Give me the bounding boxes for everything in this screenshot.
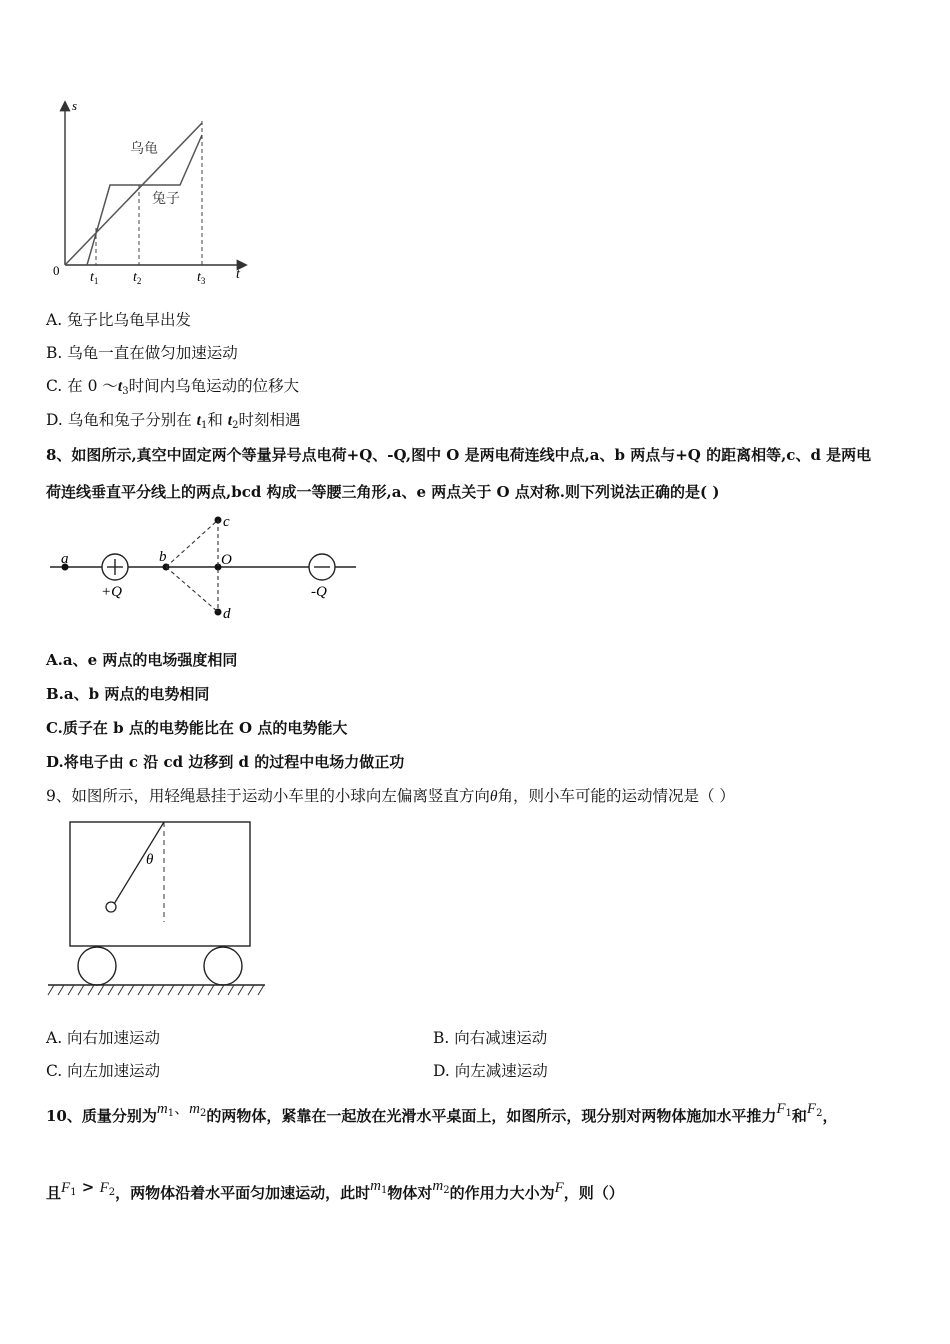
label-c: c [223,514,230,530]
cart-figure [45,818,270,998]
rabbit-label: 兔子 [152,191,180,207]
ground-hatch [48,985,264,995]
t1-label: $t_1$ [90,270,99,286]
q9-option-c: C. 向左加速运动 [46,1062,161,1080]
axis-t-label: t [236,267,240,282]
q10-stem-line2: 且$F^1 > F^2$，两物体沿着水平面匀加速运动，此时$m^1$物体对$m^2$的作用力大小为F，则（） [46,1178,624,1202]
left-wheel [78,947,116,985]
axis-s-label: s [72,98,78,113]
cart-body [70,822,250,946]
bd-dashed [166,567,218,612]
q8-option-c: C.质子在 b 点的电势能比在 O 点的电势能大 [46,719,348,737]
label-d: d [223,606,231,622]
st-graph [40,95,270,290]
t2-label: $t_2$ [133,270,142,286]
q7-option-a: A. 兔子比乌龟早出发 [46,311,192,329]
charges-figure [48,510,368,625]
q8-stem-line1: 8、如图所示,真空中固定两个等量异号点电荷+Q、-Q,图中 O 是两电荷连线中点,a、b 两点与+Q 的距离相等,c、d 是两电 [46,446,872,464]
label-b: b [159,549,167,565]
q7-option-c: C. 在 0 $\sim t_3$时间内乌龟运动的位移大 [46,377,300,397]
q10-stem-line1: 10、质量分别为$m^1$、$m^2$的两物体，紧靠在一起放在光滑水平桌面上，如图所示，现分别对两物体施加水平推力$F^1$和$F^2$， [46,1099,838,1125]
label-a: a [61,551,69,567]
q7-option-d: D. 乌龟和兔子分别在 $t_1$和 $t_2$时刻相遇 [46,411,301,431]
t3-label: $t_3$ [197,270,206,286]
label-plus-q: +Q [101,584,122,600]
q8-stem-line2: 荷连线垂直平分线上的两点,bcd 构成一等腰三角形,a、e 两点关于 O 点对称.则下列说法正确的是( ) [46,483,720,501]
q8-option-b: B.a、b 两点的电势相同 [46,685,210,703]
q9-stem: 9、如图所示，用轻绳悬挂于运动小车里的小球向左偏离竖直方向θ角，则小车可能的运动情况是（ ） [46,787,735,805]
right-wheel [204,947,242,985]
ball [106,902,116,912]
minus-charge [309,554,335,580]
plus-charge [102,554,128,580]
q9-option-d: D. 向左减速运动 [433,1062,548,1080]
q8-option-a: A.a、e 两点的电场强度相同 [46,651,238,669]
label-minus-q: -Q [311,584,327,600]
q9-option-b: B. 向右减速运动 [433,1029,548,1047]
q7-option-b: B. 乌龟一直在做匀加速运动 [46,344,238,362]
bc-dashed [166,520,218,567]
q9-option-a: A. 向右加速运动 [46,1029,161,1047]
label-o: O [221,552,232,568]
theta-label: θ [146,852,154,868]
q8-option-d: D.将电子由 c 沿 cd 边移到 d 的过程中电场力做正功 [46,753,405,771]
turtle-label: 乌龟 [130,141,158,157]
origin-label: 0 [53,263,60,278]
